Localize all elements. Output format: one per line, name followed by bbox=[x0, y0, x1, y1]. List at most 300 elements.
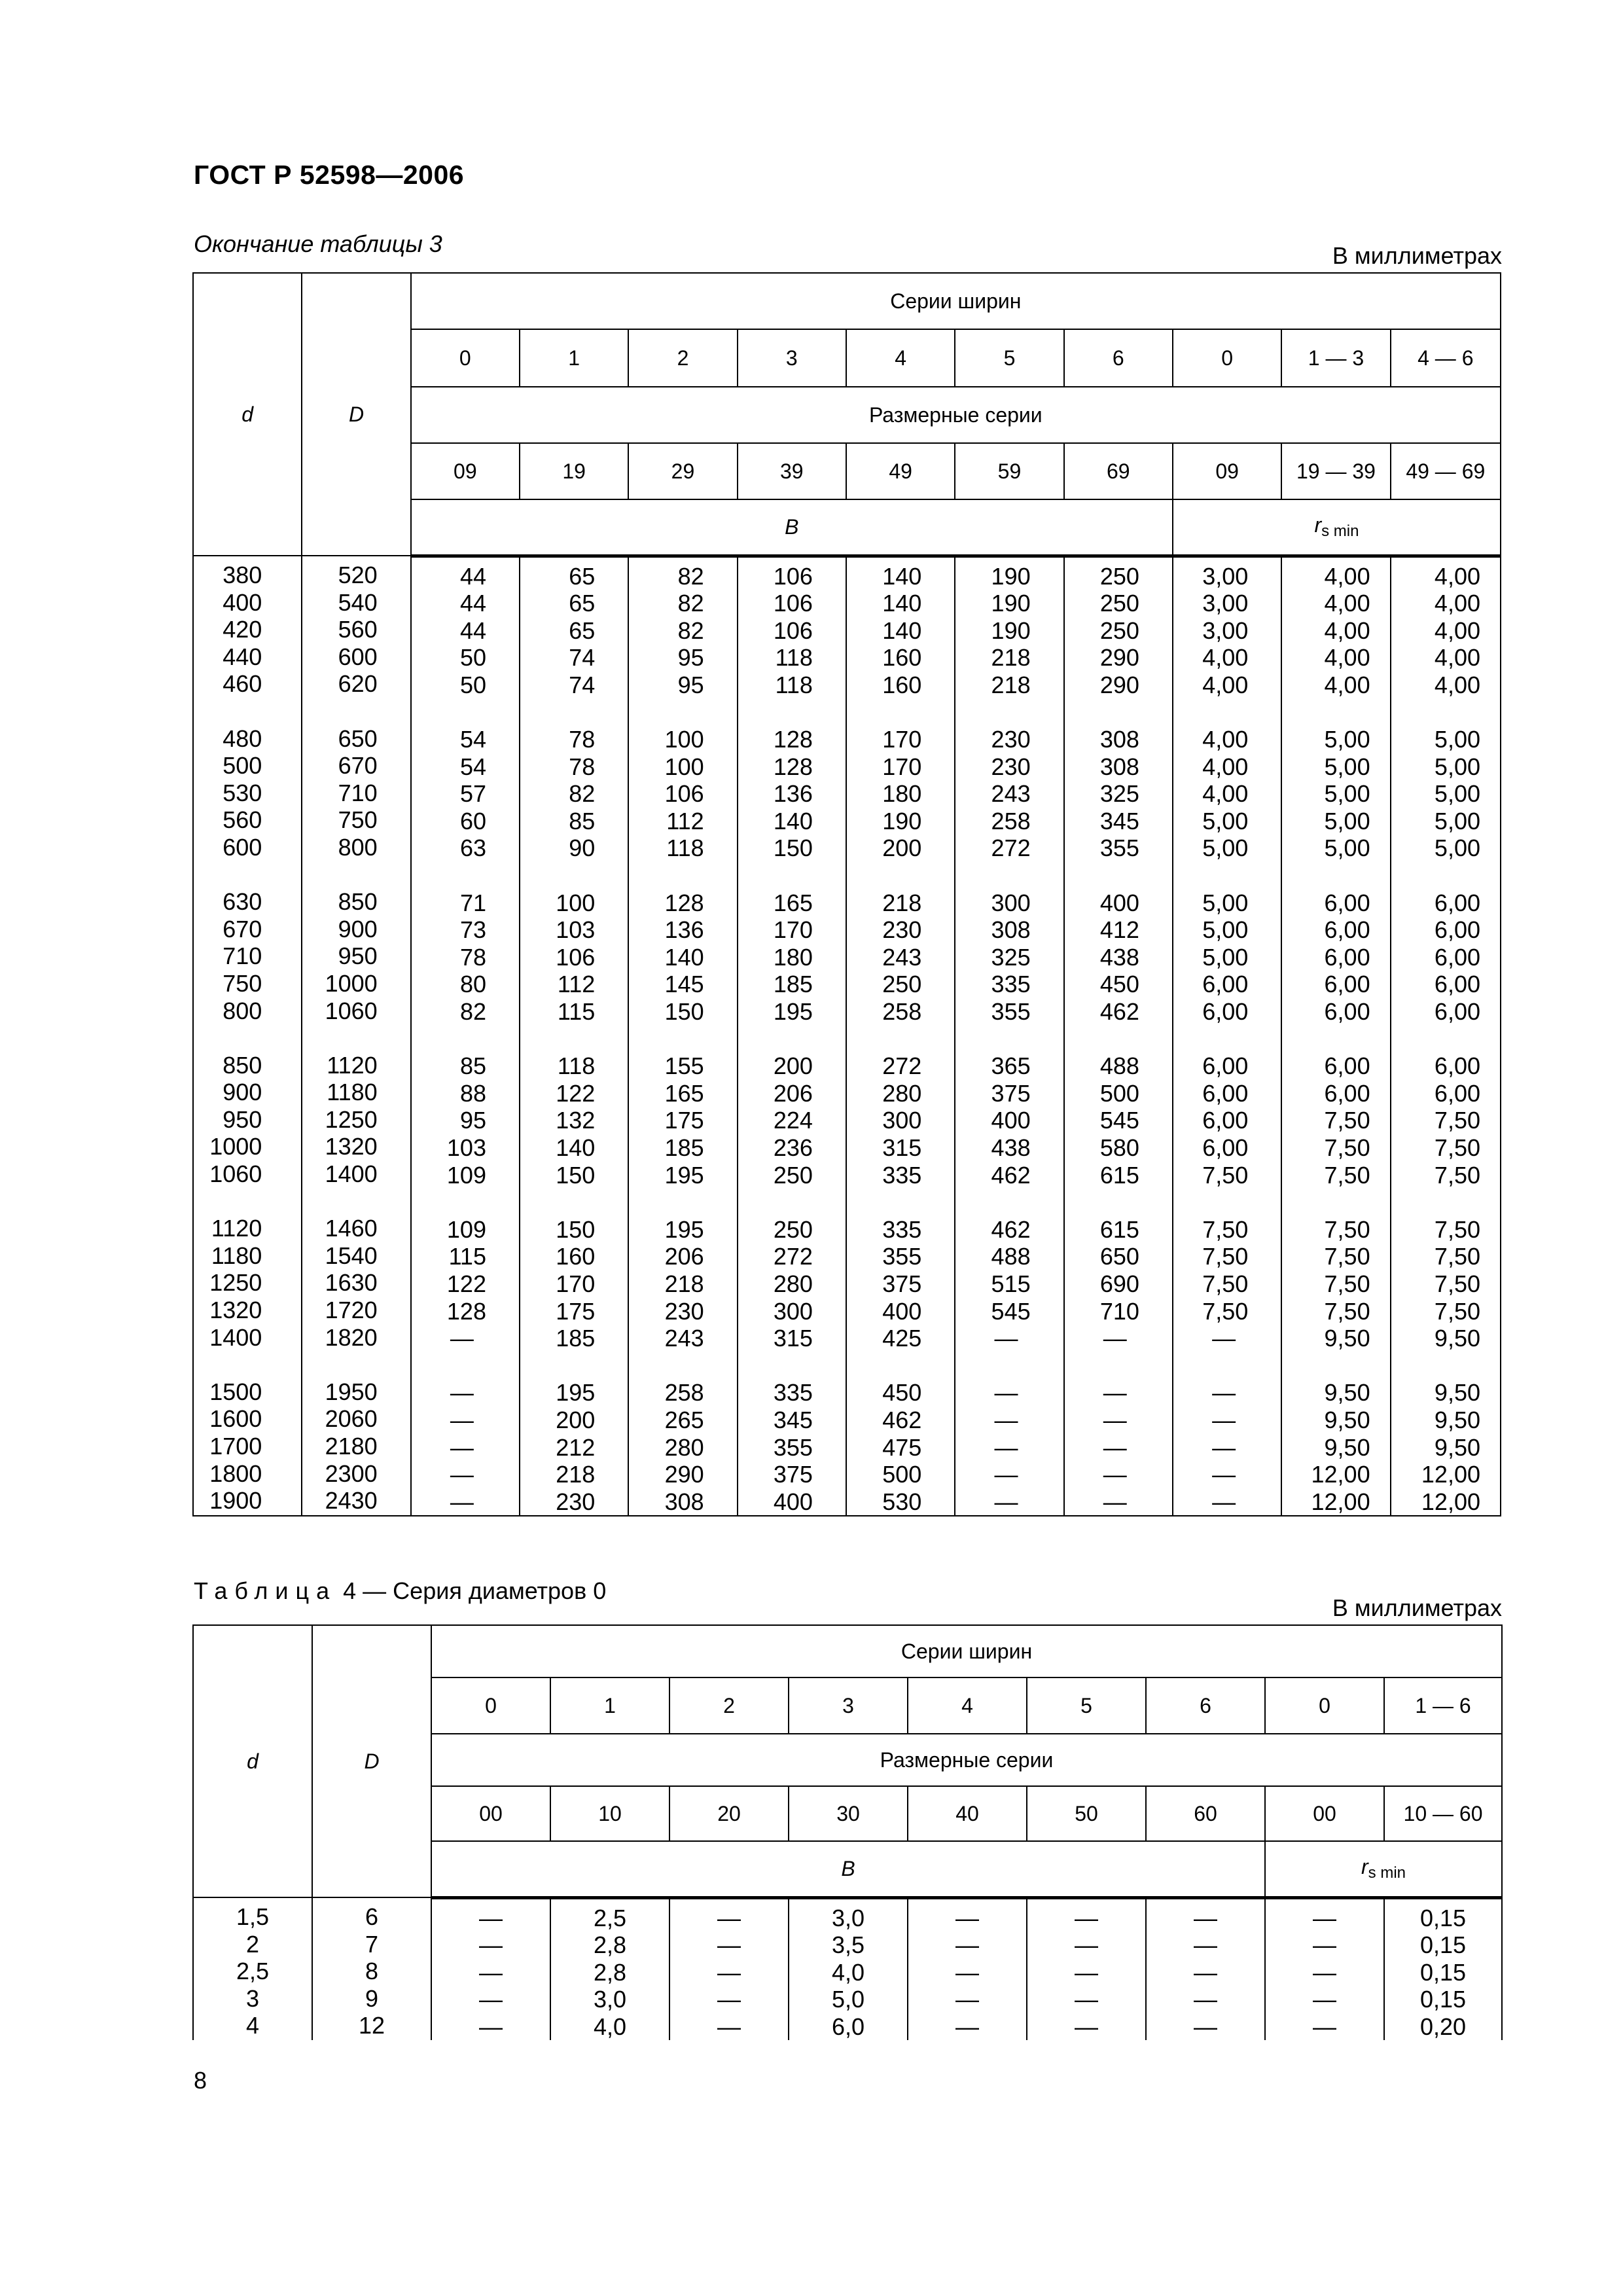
table-cell: 190 bbox=[882, 807, 922, 834]
table4-column-4 bbox=[669, 1897, 789, 2040]
group-gap bbox=[1282, 1352, 1370, 1380]
table-cell: 530 bbox=[882, 1488, 922, 1515]
table-cell: 9,50 bbox=[1434, 1379, 1480, 1407]
group-gap bbox=[520, 1026, 595, 1053]
table-cell: 5,00 bbox=[1434, 834, 1480, 862]
table-cell: 335 bbox=[773, 1379, 813, 1407]
table-cell: 103 bbox=[446, 1134, 486, 1161]
group-gap bbox=[520, 698, 595, 726]
table3-column-8 bbox=[1064, 556, 1173, 1516]
t4-dimension-series-5: 50 bbox=[1027, 1786, 1146, 1841]
table3-column-11 bbox=[1391, 556, 1501, 1516]
table-cell: 170 bbox=[882, 726, 922, 753]
group-gap bbox=[1173, 1026, 1248, 1053]
table-cell: 900 bbox=[338, 915, 378, 942]
table-cell: 100 bbox=[664, 753, 704, 780]
t4-dimension-series-4: 40 bbox=[908, 1786, 1027, 1841]
group-gap bbox=[302, 861, 377, 889]
table-cell: 6,00 bbox=[1434, 889, 1480, 916]
group-gap bbox=[629, 1352, 704, 1380]
table-cell: 106 bbox=[773, 617, 813, 644]
table-cell: 0,15 bbox=[1419, 1986, 1467, 2013]
table-cell: 560 bbox=[223, 806, 262, 834]
table-cell: 9,50 bbox=[1434, 1406, 1480, 1433]
table-cell: — bbox=[1075, 2013, 1098, 2040]
table-cell: 6 bbox=[365, 1903, 379, 1930]
table-cell: 44 bbox=[459, 562, 486, 590]
table-cell: 4,00 bbox=[1202, 671, 1249, 698]
t4-dimension-series-3: 30 bbox=[789, 1786, 908, 1841]
table4-column-2 bbox=[431, 1897, 550, 2040]
table-cell: — bbox=[1103, 1433, 1127, 1461]
table-cell: 140 bbox=[882, 617, 922, 644]
table-cell: 78 bbox=[569, 753, 596, 780]
group-gap bbox=[412, 862, 486, 889]
table4 bbox=[192, 1624, 1503, 2040]
table4-column-5 bbox=[789, 1897, 908, 2040]
table-cell: 6,00 bbox=[1434, 1079, 1480, 1107]
table-cell: 115 bbox=[448, 1243, 486, 1270]
table-cell: 365 bbox=[991, 1052, 1031, 1080]
table-cell: 165 bbox=[773, 889, 813, 916]
table-cell: 6,00 bbox=[1202, 998, 1249, 1025]
dimension-series-9: 49 — 69 bbox=[1391, 443, 1501, 499]
table-cell: 1060 bbox=[325, 997, 378, 1024]
table-cell: 380 bbox=[223, 562, 262, 588]
table-cell: 7,50 bbox=[1434, 1134, 1480, 1161]
group-gap bbox=[1391, 1352, 1480, 1380]
table-cell: 106 bbox=[556, 943, 596, 971]
group-gap bbox=[629, 862, 704, 889]
t4-dimension-series-6: 60 bbox=[1146, 1786, 1265, 1841]
table-cell: 1180 bbox=[211, 1242, 262, 1269]
col-header-D: D bbox=[302, 273, 410, 556]
table-cell: — bbox=[479, 2013, 503, 2040]
table-cell: 7,50 bbox=[1202, 1270, 1249, 1297]
table-cell: 100 bbox=[556, 889, 596, 916]
table-cell: 230 bbox=[556, 1488, 596, 1515]
table-cell: — bbox=[1313, 1904, 1336, 1931]
table4-column-0 bbox=[193, 1897, 312, 2040]
table-cell: 5,00 bbox=[1434, 753, 1480, 780]
table-cell: — bbox=[955, 2013, 979, 2040]
t4-dimension-series-header: Размерные серии bbox=[431, 1734, 1502, 1786]
group-gap bbox=[955, 1026, 1030, 1053]
table-cell: 6,00 bbox=[1434, 998, 1480, 1025]
table-cell: 180 bbox=[882, 780, 922, 808]
width-series-9: 4 — 6 bbox=[1391, 329, 1501, 387]
t4-width-series-header: Серии ширин bbox=[431, 1625, 1502, 1677]
table-cell: — bbox=[1212, 1379, 1236, 1407]
table-cell: 7,50 bbox=[1434, 1161, 1480, 1189]
table4-column-7 bbox=[1027, 1897, 1146, 2040]
table-cell: 4,00 bbox=[1324, 644, 1370, 672]
table-cell: 7,50 bbox=[1324, 1134, 1370, 1161]
table-cell: 9,50 bbox=[1434, 1325, 1480, 1352]
table-cell: 7,50 bbox=[1202, 1215, 1249, 1243]
table-cell: 150 bbox=[773, 834, 813, 862]
table-cell: 109 bbox=[446, 1215, 486, 1243]
table-cell: 325 bbox=[991, 943, 1031, 971]
table-cell: — bbox=[1212, 1433, 1236, 1461]
table-cell: 950 bbox=[338, 942, 378, 970]
table-cell: — bbox=[1313, 1986, 1336, 2013]
table-cell: 710 bbox=[338, 779, 378, 806]
table-cell: 7,50 bbox=[1434, 1297, 1480, 1325]
table-cell: 7,50 bbox=[1324, 1215, 1370, 1243]
table-cell: 65 bbox=[569, 590, 596, 617]
table-cell: 250 bbox=[773, 1161, 813, 1189]
table-cell: 440 bbox=[223, 643, 262, 670]
table-cell: 600 bbox=[223, 833, 262, 861]
table-cell: 520 bbox=[338, 562, 378, 588]
table-cell: 224 bbox=[773, 1107, 813, 1134]
t4-col-header-d: d bbox=[193, 1625, 312, 1897]
table-cell: 670 bbox=[223, 915, 262, 942]
table-cell: 8 bbox=[365, 1958, 379, 1985]
table-cell: 335 bbox=[882, 1161, 922, 1189]
table-cell: 325 bbox=[1099, 780, 1139, 808]
table-cell: — bbox=[479, 1904, 503, 1931]
table-cell: 450 bbox=[882, 1379, 922, 1407]
table-cell: 206 bbox=[664, 1243, 704, 1270]
table-cell: 5,00 bbox=[1202, 943, 1249, 971]
table3 bbox=[192, 272, 1501, 1516]
table-cell: — bbox=[450, 1488, 474, 1515]
table-cell: 85 bbox=[459, 1052, 486, 1080]
table-cell: 7 bbox=[365, 1930, 379, 1958]
table-cell: 9 bbox=[365, 1984, 379, 2012]
width-series-4: 4 bbox=[846, 329, 955, 387]
table-cell: 5,00 bbox=[1324, 807, 1370, 834]
table4-units: В миллиметрах bbox=[1332, 1594, 1502, 1621]
table-cell: — bbox=[479, 1958, 503, 1986]
table-cell: 106 bbox=[773, 590, 813, 617]
table3-column-9 bbox=[1173, 556, 1281, 1516]
table-cell: 300 bbox=[882, 1107, 922, 1134]
table-cell: 6,00 bbox=[1324, 889, 1370, 916]
table-cell: 308 bbox=[1099, 753, 1139, 780]
table-cell: 195 bbox=[664, 1215, 704, 1243]
table-cell: 136 bbox=[664, 916, 704, 944]
table-cell: 850 bbox=[223, 1051, 262, 1079]
table-cell: — bbox=[955, 1986, 979, 2013]
table-cell: 5,0 bbox=[831, 1986, 865, 2013]
table-cell: — bbox=[717, 1986, 741, 2013]
dimension-series-3: 39 bbox=[738, 443, 846, 499]
table-cell: 400 bbox=[991, 1107, 1031, 1134]
table-cell: 500 bbox=[882, 1461, 922, 1488]
width-series-6: 6 bbox=[1064, 329, 1173, 387]
table-cell: 6,00 bbox=[1434, 1052, 1480, 1080]
group-gap bbox=[194, 698, 262, 725]
table-cell: 1400 bbox=[325, 1160, 378, 1188]
table-cell: 1500 bbox=[209, 1378, 262, 1405]
table-cell: 1,5 bbox=[236, 1903, 270, 1930]
table-cell: 7,50 bbox=[1434, 1270, 1480, 1297]
group-gap bbox=[1391, 1189, 1480, 1216]
table-cell: — bbox=[1103, 1488, 1127, 1515]
table-cell: 315 bbox=[773, 1325, 813, 1352]
table3-column-1 bbox=[302, 556, 410, 1516]
table-cell: 355 bbox=[1099, 834, 1139, 862]
table-cell: 100 bbox=[664, 726, 704, 753]
table-cell: 3,0 bbox=[593, 1986, 627, 2013]
table-cell: 175 bbox=[556, 1297, 596, 1325]
table-cell: 1600 bbox=[209, 1405, 262, 1433]
group-gap bbox=[194, 1024, 262, 1052]
dimension-series-8: 19 — 39 bbox=[1281, 443, 1390, 499]
table-cell: 218 bbox=[664, 1270, 704, 1297]
table-cell: 128 bbox=[446, 1297, 486, 1325]
group-gap bbox=[629, 698, 704, 726]
table-cell: 200 bbox=[556, 1406, 596, 1433]
table-cell: 185 bbox=[556, 1325, 596, 1352]
table-cell: — bbox=[955, 1958, 979, 1986]
table-cell: 500 bbox=[223, 752, 262, 780]
t4-width-series-5: 5 bbox=[1027, 1677, 1146, 1734]
table-cell: 1320 bbox=[209, 1297, 262, 1324]
group-gap bbox=[738, 862, 813, 889]
table-cell: 2 bbox=[245, 1930, 260, 1958]
table-cell: 6,00 bbox=[1324, 916, 1370, 944]
table-cell: — bbox=[994, 1406, 1018, 1433]
table-cell: 82 bbox=[569, 780, 596, 808]
table-cell: 0,15 bbox=[1419, 1904, 1467, 1931]
table-cell: 4,0 bbox=[831, 1958, 865, 1986]
group-gap bbox=[302, 1188, 377, 1215]
table-cell: 7,50 bbox=[1324, 1107, 1370, 1134]
t4-width-series-6: 6 bbox=[1146, 1677, 1265, 1734]
table-cell: 185 bbox=[664, 1134, 704, 1161]
table-cell: 515 bbox=[991, 1270, 1031, 1297]
table-cell: 462 bbox=[991, 1215, 1031, 1243]
table-cell: 335 bbox=[882, 1215, 922, 1243]
table-cell: 250 bbox=[1099, 617, 1139, 644]
table3-column-6 bbox=[846, 556, 955, 1516]
group-gap bbox=[738, 1352, 813, 1380]
group-gap bbox=[520, 1352, 595, 1380]
table-cell: 60 bbox=[459, 807, 486, 834]
table-cell: 140 bbox=[773, 807, 813, 834]
table-cell: 6,00 bbox=[1202, 1107, 1249, 1134]
table-cell: — bbox=[994, 1325, 1018, 1352]
table-cell: 112 bbox=[666, 807, 704, 834]
table-cell: — bbox=[1194, 1931, 1217, 1959]
table-cell: 1060 bbox=[209, 1160, 262, 1188]
group-gap bbox=[302, 1351, 377, 1378]
table-cell: — bbox=[479, 1986, 503, 2013]
table-cell: 462 bbox=[991, 1161, 1031, 1189]
table-cell: 145 bbox=[664, 971, 704, 998]
group-gap bbox=[1391, 698, 1480, 726]
table-cell: 12,00 bbox=[1421, 1488, 1480, 1515]
table-cell: 1700 bbox=[209, 1433, 262, 1460]
table-cell: 1950 bbox=[325, 1378, 378, 1405]
width-series-3: 3 bbox=[738, 329, 846, 387]
dimension-series-1: 19 bbox=[520, 443, 628, 499]
table-cell: 400 bbox=[882, 1297, 922, 1325]
group-gap bbox=[412, 1026, 486, 1053]
table-cell: — bbox=[994, 1433, 1018, 1461]
table-cell: — bbox=[479, 1931, 503, 1959]
table-cell: 140 bbox=[556, 1134, 596, 1161]
table-cell: 400 bbox=[1099, 889, 1139, 916]
table-cell: 650 bbox=[1099, 1243, 1139, 1270]
group-gap bbox=[955, 862, 1030, 889]
table-cell: — bbox=[955, 1931, 979, 1959]
table-cell: 375 bbox=[991, 1079, 1031, 1107]
table-cell: 545 bbox=[1099, 1107, 1139, 1134]
table-cell: 150 bbox=[556, 1215, 596, 1243]
width-series-0: 0 bbox=[411, 329, 520, 387]
group-gap bbox=[194, 1351, 262, 1378]
table-cell: — bbox=[1194, 1904, 1217, 1931]
table-cell: 95 bbox=[677, 644, 704, 672]
width-series-7: 0 bbox=[1173, 329, 1281, 387]
t4-width-series-4: 4 bbox=[908, 1677, 1027, 1734]
table-cell: 1540 bbox=[325, 1242, 378, 1269]
table-cell: 236 bbox=[773, 1134, 813, 1161]
table-cell: 4,00 bbox=[1434, 671, 1480, 698]
table-cell: 73 bbox=[459, 916, 486, 944]
table-cell: 5,00 bbox=[1202, 889, 1249, 916]
table-cell: 243 bbox=[991, 780, 1031, 808]
table-cell: 4,00 bbox=[1434, 617, 1480, 644]
table-cell: 272 bbox=[991, 834, 1031, 862]
table-cell: 2430 bbox=[325, 1487, 378, 1515]
group-gap bbox=[1173, 698, 1248, 726]
table-cell: 2300 bbox=[325, 1460, 378, 1487]
group-gap bbox=[629, 1189, 704, 1216]
table-cell: 1460 bbox=[325, 1215, 378, 1242]
table-cell: 335 bbox=[991, 971, 1031, 998]
group-gap bbox=[1391, 1026, 1480, 1053]
table-cell: 82 bbox=[677, 562, 704, 590]
group-gap bbox=[302, 1024, 377, 1052]
table-cell: 5,00 bbox=[1324, 834, 1370, 862]
table-cell: 462 bbox=[1099, 998, 1139, 1025]
table-cell: 3,00 bbox=[1202, 562, 1249, 590]
table-cell: 57 bbox=[459, 780, 486, 808]
table-cell: 112 bbox=[557, 971, 596, 998]
table-cell: 175 bbox=[664, 1107, 704, 1134]
t4-dimension-series-0: 00 bbox=[431, 1786, 550, 1841]
table-cell: 800 bbox=[338, 833, 378, 861]
table-cell: 185 bbox=[773, 971, 813, 998]
table-cell: 65 bbox=[569, 617, 596, 644]
table-cell: — bbox=[450, 1325, 474, 1352]
table-cell: — bbox=[1313, 2013, 1336, 2040]
table-cell: 140 bbox=[664, 943, 704, 971]
table-cell: 272 bbox=[882, 1052, 922, 1080]
table-cell: 560 bbox=[338, 616, 378, 643]
table-cell: 82 bbox=[677, 617, 704, 644]
table-cell: 540 bbox=[338, 588, 378, 616]
group-gap bbox=[1065, 1026, 1139, 1053]
table-cell: 2,5 bbox=[593, 1904, 627, 1931]
table-cell: — bbox=[1194, 2013, 1217, 2040]
table-cell: 140 bbox=[882, 562, 922, 590]
dimension-series-6: 69 bbox=[1064, 443, 1173, 499]
table-cell: 6,00 bbox=[1202, 1134, 1249, 1161]
table-cell: 400 bbox=[223, 588, 262, 616]
group-gap bbox=[1282, 698, 1370, 726]
table-cell: 218 bbox=[882, 889, 922, 916]
table-cell: 9,50 bbox=[1324, 1406, 1370, 1433]
table-cell: 6,00 bbox=[1434, 943, 1480, 971]
table-cell: 4,00 bbox=[1324, 562, 1370, 590]
table-cell: 118 bbox=[557, 1052, 596, 1080]
group-gap bbox=[847, 1189, 921, 1216]
table-cell: — bbox=[1194, 1958, 1217, 1986]
table-cell: — bbox=[1075, 1931, 1098, 1959]
table-cell: — bbox=[994, 1461, 1018, 1488]
table-cell: 50 bbox=[459, 644, 486, 672]
table-cell: 615 bbox=[1099, 1161, 1139, 1189]
table-cell: — bbox=[1313, 1958, 1336, 1986]
table-cell: 170 bbox=[882, 753, 922, 780]
table3-column-2 bbox=[411, 556, 520, 1516]
table-cell: 170 bbox=[773, 916, 813, 944]
table3-column-7 bbox=[955, 556, 1063, 1516]
group-gap bbox=[1173, 1189, 1248, 1216]
table-cell: 106 bbox=[773, 562, 813, 590]
table-cell: 460 bbox=[223, 670, 262, 698]
group-gap bbox=[1065, 1352, 1139, 1380]
table-cell: 0,20 bbox=[1419, 2013, 1467, 2040]
table-cell: 230 bbox=[664, 1297, 704, 1325]
table-cell: 74 bbox=[569, 644, 596, 672]
dimension-series-5: 59 bbox=[955, 443, 1063, 499]
table-cell: 258 bbox=[991, 807, 1031, 834]
table-cell: 206 bbox=[773, 1079, 813, 1107]
table-cell: 90 bbox=[569, 834, 596, 862]
table-cell: 1000 bbox=[209, 1133, 262, 1160]
table-cell: 9,50 bbox=[1324, 1433, 1370, 1461]
table-cell: 6,00 bbox=[1324, 998, 1370, 1025]
table-cell: — bbox=[1212, 1461, 1236, 1488]
table-cell: 1250 bbox=[325, 1105, 378, 1133]
table-cell: 200 bbox=[882, 834, 922, 862]
table-cell: 54 bbox=[459, 726, 486, 753]
group-gap bbox=[302, 698, 377, 725]
table-cell: 5,00 bbox=[1324, 753, 1370, 780]
table-cell: — bbox=[1212, 1325, 1236, 1352]
table-cell: 63 bbox=[459, 834, 486, 862]
table-cell: 5,00 bbox=[1202, 916, 1249, 944]
table-cell: 5,00 bbox=[1434, 807, 1480, 834]
t4-col-header-D: D bbox=[312, 1625, 431, 1897]
table-cell: 6,00 bbox=[1324, 971, 1370, 998]
table-cell: 44 bbox=[459, 617, 486, 644]
table-cell: — bbox=[1075, 1958, 1098, 1986]
group-gap bbox=[847, 1352, 921, 1380]
table-cell: 44 bbox=[459, 590, 486, 617]
table-cell: 2060 bbox=[325, 1405, 378, 1433]
table-cell: 118 bbox=[775, 671, 813, 698]
width-series-2: 2 bbox=[628, 329, 737, 387]
table-cell: 4,00 bbox=[1434, 644, 1480, 672]
width-series-1: 1 bbox=[520, 329, 628, 387]
table-cell: 200 bbox=[773, 1052, 813, 1080]
table-cell: 195 bbox=[664, 1161, 704, 1189]
table-cell: 4,00 bbox=[1202, 644, 1249, 672]
table-cell: 4,0 bbox=[593, 2013, 627, 2040]
table-cell: 1250 bbox=[209, 1269, 262, 1297]
table-cell: 74 bbox=[569, 671, 596, 698]
table-cell: 4 bbox=[245, 2012, 260, 2039]
